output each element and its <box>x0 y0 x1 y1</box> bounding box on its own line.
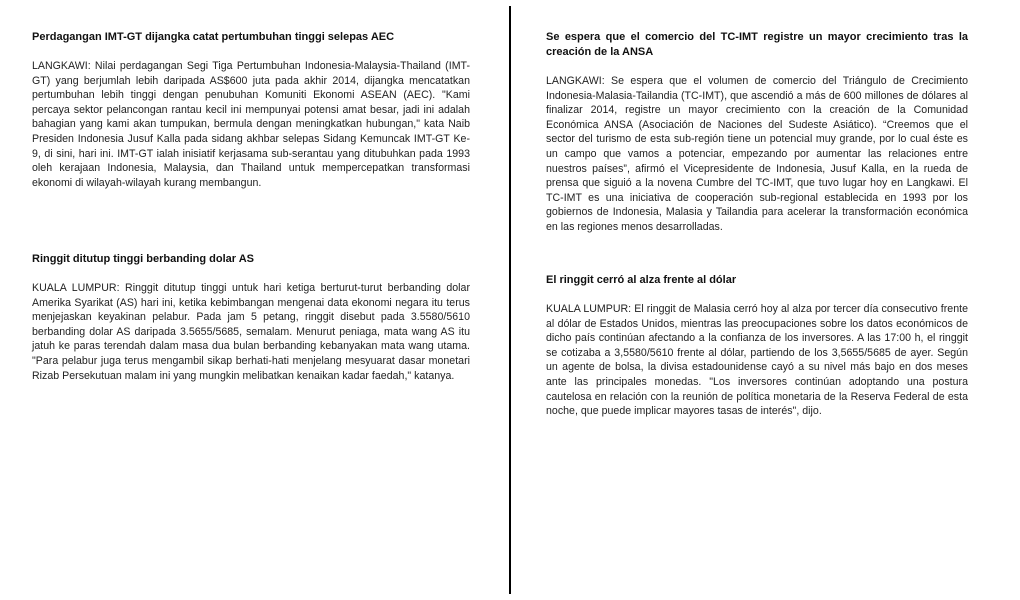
article-imt-gt-malay <box>32 30 470 190</box>
article-body: KUALA LUMPUR: El ringgit de Malasia cerró hoy al alza por tercer día consecutivo frente al dólar de Estados Unidos, mientras las preocupaciones sobre los datos económicos de dicho país continúan afectando a la confianza de los inversores. A las 17:00 h, el ringgit se cotizaba a 3,5580/5610 frente al dólar, partiendo de los 3,5655/5685 de ayer. Según un agente de bolsa, la divisa estadounidense cayó a su nivel más bajo en dos meses ante las principales monedas. "Los inversores continúan adoptando una postura cautelosa en relación con la reunión de política monetaria de la Reserva Federal de esta noche, que puede implicar mayores tasas de interés", dijo. <box>546 303 968 418</box>
article-body: LANGKAWI: Se espera que el volumen de comercio del Triángulo de Crecimiento Indonesia-Malasia-Tailandia (TC-IMT), que ascendió a más de 600 millones de dólares al finalizar 2014, registre un mayor crecimiento con la creación de la Comunidad Económica ANSA (Asociación de Naciones del Sudeste Asiático). “Creemos que el sector del turismo de esta sub-región tiene un potencial muy grande, por lo cual éste es un campo que vamos a potenciar, empezando por aumentar las relaciones entre nuestros países”, afirmó el Vicepresidente de Indonesia, Jusuf Kalla, en la rueda de prensa que siguió a la novena Cumbre del TC-IMT, que tuvo lugar hoy en Langkawi. El TC-IMT es una iniciativa de cooperación sub-regional establecida en 1993 por los gobiernos de Indonesia, Malasia y Tailandia para acelerar la transformación económica en las regiones menos desarrolladas. <box>546 75 968 233</box>
article-headline: Ringgit ditutup tinggi berbanding dolar AS <box>32 253 255 265</box>
article-headline: El ringgit cerró al alza frente al dólar <box>546 274 737 286</box>
article-tc-imt-spanish <box>546 30 968 235</box>
article-ringgit-malay <box>32 252 470 383</box>
article-body: KUALA LUMPUR: Ringgit ditutup tinggi untuk hari ketiga berturut-turut berbanding dolar Amerika Syarikat (AS) hari ini, ketika kebimbangan mengenai data ekonomi negara itu terus menjejaskan keyakinan pelabur. Pada jam 5 petang, ringgit disebut pada 3.5580/5610 berbanding dolar AS daripada 3.5655/5685, semalam. Menurut peniaga, mata wang AS itu jatuh ke paras terendah dalam masa dua bulan berbanding kebanyakan mata wang utama. "Para pelabur juga terus mengambil sikap berhati-hati menjelang mesyuarat dasar monetari Rizab Persekutuan malam ini yang mungkin melibatkan kenaikan kadar faedah," katanya. <box>32 282 470 382</box>
column-divider <box>509 6 511 594</box>
article-headline: Se espera que el comercio del TC-IMT registre un mayor crecimiento tras la creación de la ANSA <box>546 31 968 58</box>
article-body: LANGKAWI: Nilai perdagangan Segi Tiga Pertumbuhan Indonesia-Malaysia-Thailand (IMT-GT) yang berjumlah lebih daripada AS$600 juta pada akhir 2014, dijangka mencatatkan pertumbuhan lebih tinggi dengan penubuhan Komuniti Ekonomi ASEAN (AEC). "Kami percaya sektor pelancongan rantau kecil ini mempunyai potensi amat besar, jadi ini adalah bahagian yang kami akan tumpukan, bermula dengan meningkatkan hubungan," kata Naib Presiden Indonesia Jusuf Kalla pada sidang akhbar selepas Sidang Kemuncak IMT-GT Ke-9, di sini, hari ini. IMT-GT ialah inisiatif kerjasama sub-serantau yang ditubuhkan pada 1993 oleh kerajaan Indonesia, Malaysia, dan Thailand untuk mempercepatkan transformasi ekonomi di wilayah-wilayah kurang membangun. <box>32 60 470 189</box>
article-headline: Perdagangan IMT-GT dijangka catat pertumbuhan tinggi selepas AEC <box>32 31 395 43</box>
article-ringgit-spanish <box>546 273 968 419</box>
